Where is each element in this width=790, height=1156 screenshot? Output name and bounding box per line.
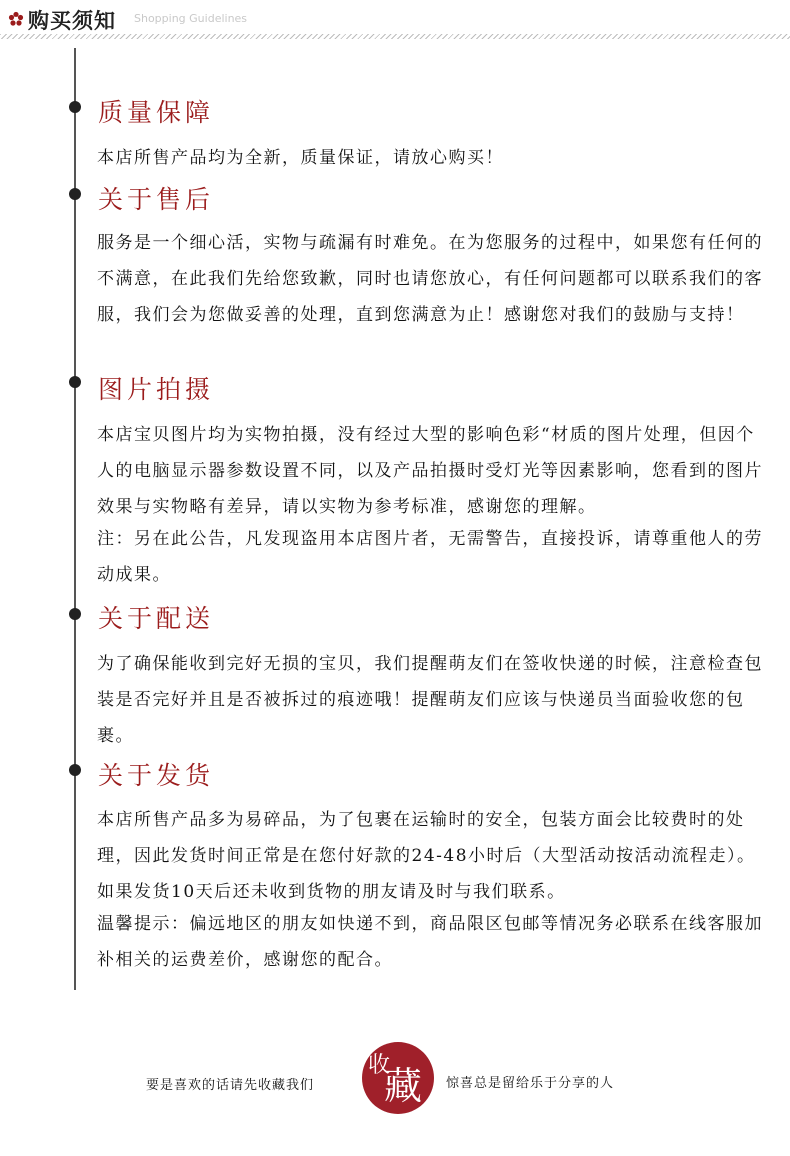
seal-char-big: 藏 (384, 1064, 423, 1108)
section-text-photos: 本店宝贝图片均为实物拍摄，没有经过大型的影响色彩“材质的图片处理，但因个人的电脑显示器参数设置不同，以及产品拍摄时受灯光等因素影响，您看到的图片效果与实物略有差异，请以实物为参考标准，感谢您的理解。 (97, 425, 763, 517)
seal-char-small: 收 (368, 1053, 391, 1078)
section-title-aftersale: 关于售后 (98, 185, 215, 214)
section-text-aftersale: 服务是一个细心活，实物与疏漏有时难免。在为您服务的过程中，如果您有任何的不满意，在此我们先给您致歉，同时也请您放心，有任何问题都可以联系我们的客服，我们会为您做妥善的处理，直到您满意为止！感谢您对我们的鼓励与支持！ (97, 233, 763, 325)
flower-icon (8, 11, 24, 27)
header-divider (0, 34, 790, 39)
section-title-delivery: 关于配送 (98, 604, 215, 633)
favorite-seal[interactable] (362, 1042, 434, 1114)
timeline-dot-icon (69, 376, 81, 388)
section-note-photos: 注：另在此公告，凡发现盗用本店图片者，无需警告，直接投诉，请尊重他人的劳动成果。 (97, 529, 763, 585)
footer-right-text: 惊喜总是留给乐于分享的人 (446, 1076, 615, 1091)
section-text-shipping: 本店所售产品多为易碎品，为了包裹在运输时的安全，包装方面会比较费时的处理，因此发货时间正常是在您付好款的24-48小时后（大型活动按活动流程走）。如果发货10天后还未收到货物的朋友请及时与我们联系。 (97, 810, 756, 902)
timeline-dot-icon (69, 608, 81, 620)
page-title: 购买须知 (28, 8, 116, 33)
timeline-dot-icon (69, 101, 81, 113)
section-title-quality: 质量保障 (98, 98, 215, 127)
section-title-photos: 图片拍摄 (98, 375, 215, 404)
section-title-shipping: 关于发货 (98, 761, 215, 790)
page-subtitle: Shopping Guidelines (134, 12, 248, 25)
timeline-dot-icon (69, 764, 81, 776)
section-text-delivery: 为了确保能收到完好无损的宝贝，我们提醒萌友们在签收快递的时候，注意检查包装是否完好并且是否被拆过的痕迹哦！提醒萌友们应该与快递员当面验收您的包裹。 (97, 654, 763, 746)
footer-left-text: 要是喜欢的话请先收藏我们 (146, 1078, 315, 1093)
section-tip-shipping: 温馨提示：偏远地区的朋友如快递不到，商品限区包邮等情况务必联系在线客服加补相关的运费差价，感谢您的配合。 (97, 914, 763, 970)
timeline-dot-icon (69, 188, 81, 200)
page-header (0, 0, 790, 40)
section-text-quality: 本店所售产品均为全新，质量保证，请放心购买！ (97, 148, 504, 168)
